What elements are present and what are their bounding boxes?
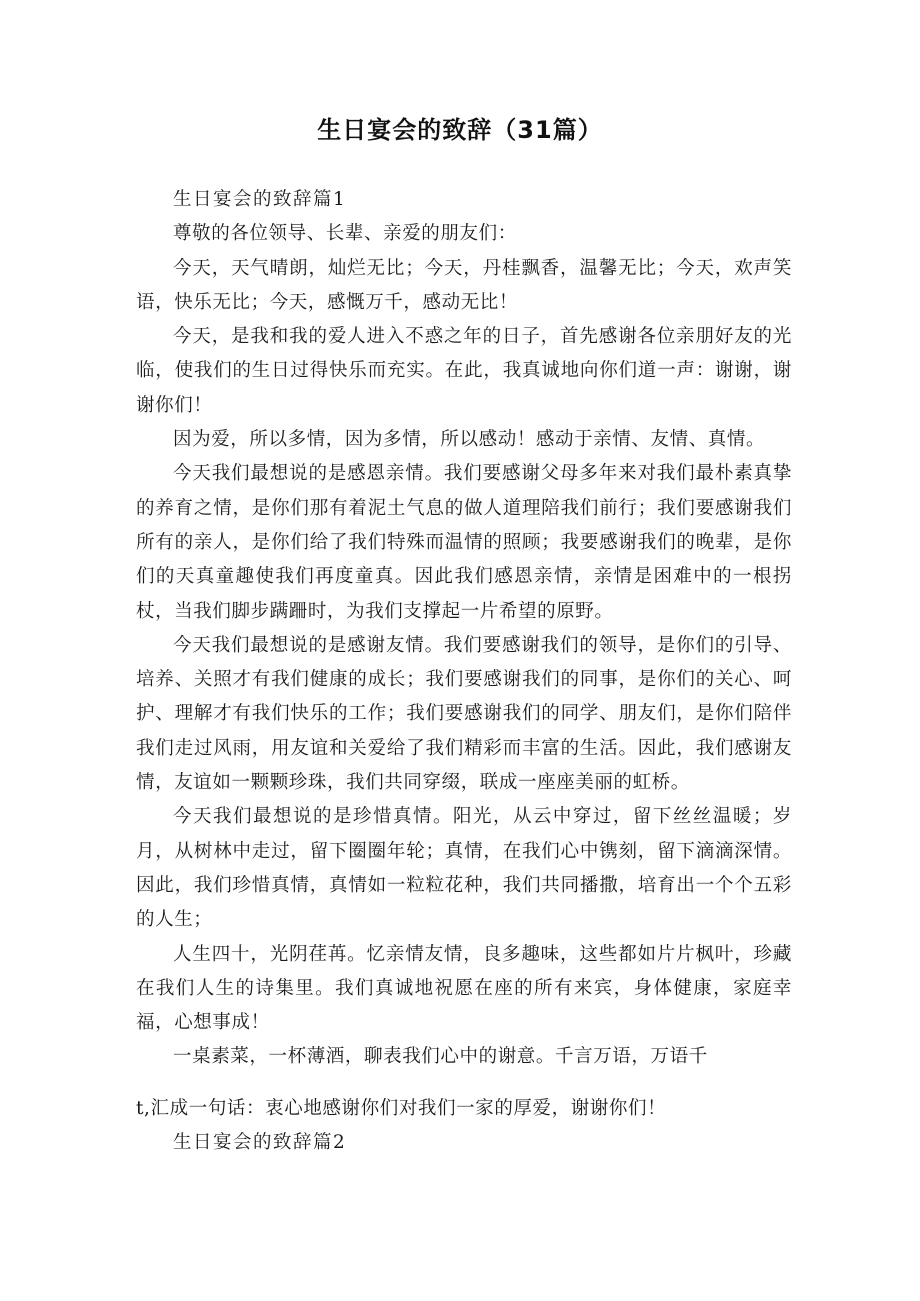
body-paragraph: 今天我们最想说的是感谢友情。我们要感谢我们的领导，是你们的引导、培养、关照才有我们健康的成长；我们要感谢我们的同事，是你们的关心、呵护、理解才有我们快乐的工作；我们要感谢我们的同学、朋友们，是你们陪伴我们走过风雨，用友谊和关爱给了我们精彩而丰富的生活。因此，我们感谢友情，友谊如一颗颗珍珠，我们共同穿缀，联成一座座美丽的虹桥。 [136, 634, 792, 794]
body-paragraph-continuation: t,汇成一句话：衷心地感谢你们对我们一家的厚爱，谢谢你们！ [136, 1097, 667, 1119]
body-paragraph: 今天我们最想说的是感恩亲情。我们要感谢父母多年来对我们最朴素真挚的养育之情，是你们那有着泥土气息的做人道理陪我们前行；我们要感谢我们所有的亲人，是你们给了我们特殊而温情的照顾；我要感谢我们的晚辈，是你们的天真童趣使我们再度童真。因此我们感恩亲情，亲情是困难中的一根拐杖，当我们脚步蹒跚时，为我们支撑起一片希望的原野。 [136, 463, 792, 622]
salutation: 尊敬的各位领导、长辈、亲爱的朋友们： [173, 223, 517, 245]
body-paragraph: 因为爱，所以多情，因为多情，所以感动！感动于亲情、友情、真情。 [173, 429, 766, 451]
body-paragraph: 今天，是我和我的爱人进入不惑之年的日子，首先感谢各位亲朋好友的光临，使我们的生日过得快乐而充实。在此，我真诚地向你们道一声：谢谢，谢谢你们！ [136, 326, 792, 416]
body-paragraph: 一桌素菜，一杯薄酒，聊表我们心中的谢意。千言万语，万语千 [173, 1046, 708, 1068]
document-title: 生日宴会的致辞（31篇） [317, 116, 603, 144]
document-body [136, 183, 792, 1160]
section-heading: 生日宴会的致辞篇2 [173, 1132, 347, 1154]
section-heading: 生日宴会的致辞篇1 [173, 189, 347, 210]
body-paragraph: 人生四十，光阴荏苒。忆亲情友情，良多趣味，这些都如片片枫叶，珍藏在我们人生的诗集里。我们真诚地祝愿在座的所有来宾，身体健康，家庭幸福，心想事成！ [136, 943, 792, 1034]
body-paragraph: 今天，天气晴朗，灿烂无比；今天，丹桂飘香，温馨无比；今天，欢声笑语，快乐无比；今天，感慨万千，感动无比！ [136, 257, 792, 313]
body-paragraph: 今天我们最想说的是珍惜真情。阳光，从云中穿过，留下丝丝温暖；岁月，从树林中走过，留下圈圈年轮；真情，在我们心中镌刻，留下滴滴深情。因此，我们珍惜真情，真情如一粒粒花种，我们共同播撒，培育出一个个五彩的人生； [136, 806, 792, 931]
